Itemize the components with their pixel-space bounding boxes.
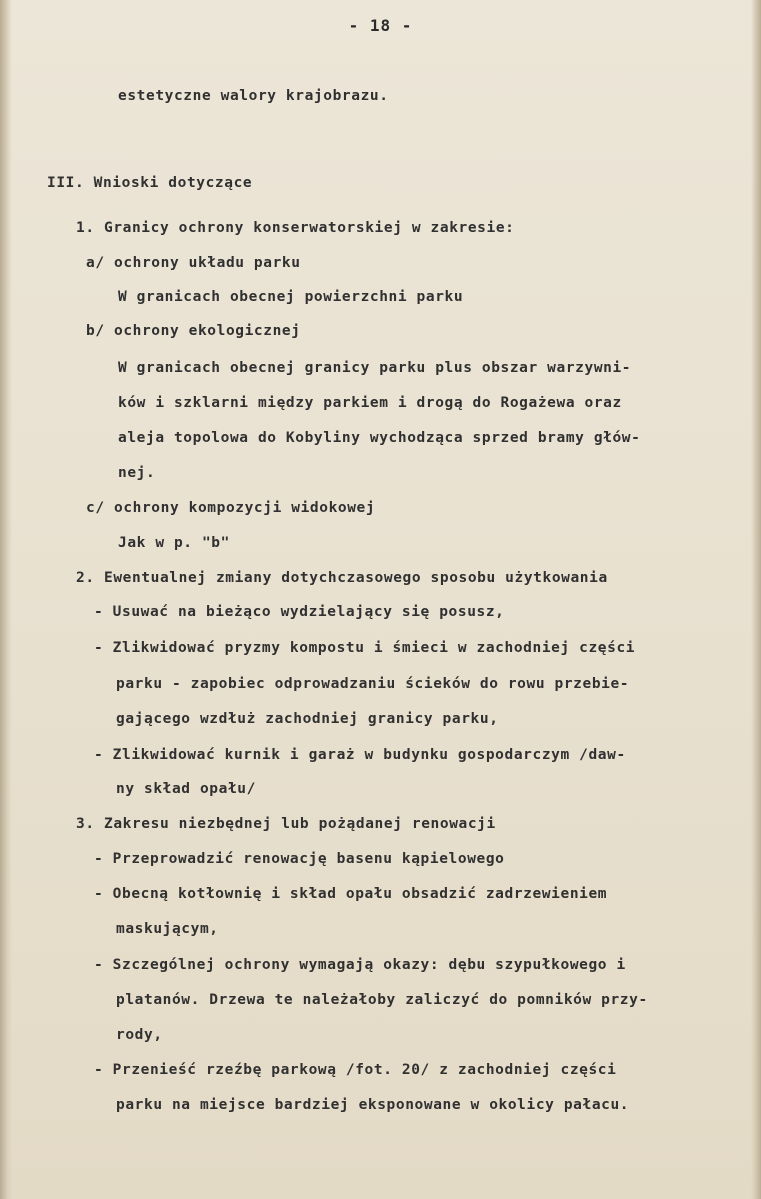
bullet-line: - Zlikwidować kurnik i garaż w budynku gospodarczym /daw-: [94, 747, 626, 763]
page-right-edge: [751, 0, 761, 1199]
text-line: aleja topolowa do Kobyliny wychodząca sprzed bramy głów-: [118, 430, 641, 446]
text-line: W granicach obecnej granicy parku plus obszar warzywni-: [118, 360, 632, 376]
page-number: - 18 -: [348, 16, 413, 35]
text-line: estetyczne walory krajobrazu.: [118, 88, 389, 104]
text-line: Jak w p. "b": [118, 535, 230, 551]
numbered-item-heading: 2. Ewentualnej zmiany dotychczasowego sposobu użytkowania: [76, 570, 608, 586]
bullet-line: - Zlikwidować pryzmy kompostu i śmieci w zachodniej części: [94, 640, 636, 656]
sub-item-heading: b/ ochrony ekologicznej: [86, 323, 301, 339]
numbered-item-heading: 1. Granicy ochrony konserwatorskiej w zakresie:: [76, 220, 515, 236]
bullet-line: - Usuwać na bieżąco wydzielający się posusz,: [94, 604, 505, 620]
bullet-line: - Przenieść rzeźbę parkową /fot. 20/ z zachodniej części: [94, 1062, 617, 1078]
text-line: gającego wzdłuż zachodniej granicy parku,: [116, 711, 499, 727]
text-line: nej.: [118, 465, 156, 481]
section-heading: III. Wnioski dotyczące: [47, 175, 253, 191]
text-line: ków i szklarni między parkiem i drogą do Rogażewa oraz: [118, 395, 622, 411]
text-line: parku - zapobiec odprowadzaniu ścieków do rowu przebie-: [116, 676, 630, 692]
sub-item-heading: c/ ochrony kompozycji widokowej: [86, 500, 376, 516]
bullet-line: - Obecną kotłownię i skład opału obsadzić zadrzewieniem: [94, 886, 608, 902]
text-line: rody,: [116, 1027, 163, 1043]
bullet-line: - Szczególnej ochrony wymagają okazy: dębu szypułkowego i: [94, 957, 626, 973]
sub-item-heading: a/ ochrony układu parku: [86, 255, 301, 271]
text-line: maskującym,: [116, 921, 219, 937]
text-line: parku na miejsce bardziej eksponowane w okolicy pałacu.: [116, 1097, 630, 1113]
text-line: ny skład opału/: [116, 781, 256, 797]
bullet-line: - Przeprowadzić renowację basenu kąpielowego: [94, 851, 505, 867]
text-line: platanów. Drzewa te należałoby zaliczyć do pomników przy-: [116, 992, 648, 1008]
text-line: W granicach obecnej powierzchni parku: [118, 289, 464, 305]
page-left-shadow: [0, 0, 12, 1199]
numbered-item-heading: 3. Zakresu niezbędnej lub pożądanej renowacji: [76, 816, 496, 832]
